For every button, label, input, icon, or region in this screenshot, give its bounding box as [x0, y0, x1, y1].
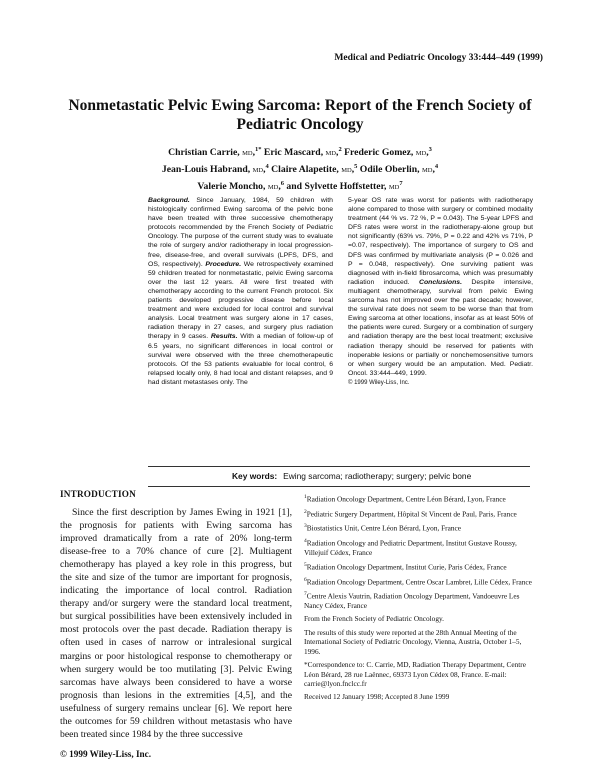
abstract-label-conclusions: Conclusions.	[419, 278, 462, 286]
abstract-column-right	[348, 196, 533, 388]
keywords-bar	[148, 466, 530, 487]
author-degree: MD	[421, 167, 433, 175]
author-list	[60, 143, 540, 195]
author-affil-sup: 4	[434, 163, 439, 171]
affiliation-number: 3	[304, 523, 307, 530]
author-name: Eric Mascard	[263, 147, 321, 159]
affiliation-text: Radiation Oncology and Pediatric Department, Institut Gustave Roussy, Villejuif Cédex, France	[304, 538, 517, 557]
author-degree: MD	[252, 167, 264, 175]
author-degree: MD	[267, 184, 279, 192]
affiliation-number: 2	[304, 508, 307, 515]
author-degree: MD	[388, 184, 400, 192]
abstract-text-results-cont: 5-year OS rate was worst for patients with radiotherapy alone compared to those with surgery or combined modality treatment (44 % vs. 72 %, P = 0.043). The 5-year LPFS and DFS rates were worst in the radiotherapy-alone group but not significantly (63% vs. 79%, P = 0.22 and 42% vs 71%, P =0.07, respectively). The importance of surgery to OS and DFS was confirmed by multivariate analysis (P = 0.026 and P = 0.048, respectively). One surviving patient was diagnosed with in-field fibrosarcoma, which was presumably radiation induced.	[348, 197, 533, 286]
affiliation-text: Centre Alexis Vautrin, Radiation Oncology Department, Vandoeuvre Les Nancy Cédex, France	[304, 591, 520, 611]
author-degree: MD	[242, 150, 253, 158]
affiliation-item	[304, 537, 539, 558]
author-affil-sup: 5	[354, 163, 358, 171]
affiliation-item	[304, 493, 539, 504]
author-affil-sup: 6	[280, 180, 284, 188]
affiliation-number: 1	[304, 494, 307, 500]
affiliation-item	[304, 590, 539, 611]
affiliation-item	[304, 508, 539, 519]
affiliation-text: Radiation Oncology Department, Centre Léon Bérard, Lyon, France	[306, 494, 506, 504]
abstract-column-left	[148, 196, 333, 387]
abstract-text-results: With a median of follow-up of 6.5 years, no significant differences in local control or survival were observed with the three chemotherapeutic protocols. Of the 53 patients evaluable for local control, 6 relapsed locally only, 8 had local and distant relapses, and 9 had distant metastases only. The	[148, 333, 333, 386]
author-affil-sup: 3	[428, 146, 432, 153]
keywords-text: Ewing sarcoma; radiotherapy; surgery; pelvic bone	[283, 471, 472, 481]
affiliation-text: Radiation Oncology Department, Centre Oscar Lambret, Lille Cédex, France	[306, 577, 532, 587]
author-name: Sylvette Hoffstetter	[304, 181, 384, 193]
meeting-note: The results of this study were reported at the 28th Annual Meeting of the International Society of Pediatric Oncology, Vienna, Austria, October 1–5, 1996.	[304, 627, 522, 656]
abstract-text-conclusions: Despite intensive, multiagent chemotherapy, survival from pelvic Ewing sarcoma has not improved over the past decade; however, the survival rate does not seem to be worse than that from Ewing sarcoma at other locations, insofar as at least 50% of the patients were cured. Surgery or a combination of surgery and radiation therapy are the best local treatment; exclusive radiation therapy should be reserved for patients with inoperable lesions or partially or nonchemosensitive tumors or when surgery would be an amputation. Med. Pediatr. Oncol. 33:444–449, 1999.	[348, 278, 533, 377]
affiliation-number: 4	[304, 537, 307, 544]
affiliation-number: 5	[304, 562, 307, 569]
keywords-label: Key words:	[232, 471, 278, 481]
abstract-text-procedure: We retrospectively examined 59 children treated for nonmetastatic, pelvic Ewing sarcoma over the last 12 years. All were first treated with chemotherapy according to the current French protocol. Six patients developed progressive disease before local treatment and were excluded for local control and survival analysis. Local treatment was surgery alone in 17 cases, radiation therapy in 27 cases, and surgery plus radiation therapy in 9 cases.	[148, 260, 334, 341]
author-affil-sup: 7	[399, 180, 403, 188]
article-title: Nonmetastatic Pelvic Ewing Sarcoma: Report of the French Society of Pediatric Oncology	[68, 97, 532, 133]
affiliation-text: Radiation Oncology Department, Institut Curie, Paris Cédex, France	[306, 562, 507, 572]
author-affil-sup: 2	[338, 146, 342, 153]
affiliation-item	[304, 522, 539, 533]
section-heading-introduction: INTRODUCTION	[60, 489, 136, 499]
introduction-paragraph: Since the first description by James Ewing in 1921 [1], the prognosis for patients with Ewing sarcoma has improved dramatically from a rate of 20% long-term disease-free to a 70% chance of cure [2]. Multiagent chemotherapy has played a key role in this progress, but the site and size of the tumor are important for prognosis, indicating the importance of local control. Radiation therapy and/or surgery were the standard local treatment, but surgical possibilities have been extensively included in most protocols over the past decade. Radiation therapy is often used in cases of narrow or intralesional surgical margins or poor histological response to chemotherapy or when surgery would be too mutilating [3]. Pelvic Ewing sarcomas have always been considered to have a worse prognosis than lesions in the extremities [4,5], and the usefulness of surgery remains unclear [6]. We report here the outcomes for 59 children without metastasis who have been treated since 1984 by the three successive	[60, 507, 292, 740]
abstract-copyright: © 1999 Wiley-Liss, Inc.	[348, 379, 410, 386]
author-degree: MD	[325, 150, 337, 158]
author-line-1: Christian Carrie, MD,$^{1*}$ Eric Mascard, MD,$^2$ Frederic Gomez, MD,$^3$	[168, 146, 432, 159]
affiliation-item	[304, 561, 539, 572]
author-name: Valerie Moncho	[197, 181, 263, 193]
author-affil-sup: 4	[265, 163, 269, 171]
affiliation-number: 6	[304, 576, 307, 583]
author-line-3: Valerie Moncho, MD,$^6$ and Sylvette Hoffstetter, $MD^7$	[197, 180, 403, 193]
abstract-text-background: Since January, 1984, 59 children with histologically confirmed Ewing sarcoma of the pelvic bone have been treated with three successive chemotherapy protocols recommended by the French Society of Pediatric Oncology. The purpose of the current study was to evaluate the role of surgery and/or radiotherapy in local progression-free, disease-free, and overall survivals (LPFS, DFS, and OS, respectively).	[148, 197, 333, 268]
affiliations-footnotes	[304, 493, 539, 706]
author-name: Claire Alapetite	[271, 164, 337, 176]
abstract-label-results: Results.	[210, 333, 238, 341]
affiliation-text: Biostatistics Unit, Centre Léon Bérard, Lyon, France	[306, 523, 461, 533]
affiliation-text: Pediatric Surgery Department, Hôpital St Vincent de Paul, Paris, France	[306, 509, 517, 519]
author-name: Frederic Gomez	[344, 147, 411, 159]
received-accepted-dates: Received 12 January 1998; Accepted 8 June 1999	[304, 692, 450, 702]
footer-copyright: © 1999 Wiley-Liss, Inc.	[60, 749, 152, 759]
affiliation-item	[304, 576, 539, 587]
affiliation-number: 7	[304, 591, 307, 598]
author-name: Odile Oberlin	[359, 164, 418, 176]
author-name: Christian Carrie	[168, 147, 238, 159]
author-affil-sup: 1*	[255, 146, 262, 153]
abstract-label-procedure: Procedure.	[205, 260, 242, 268]
author-name: Jean-Louis Habrand	[161, 164, 248, 176]
author-degree: MD	[341, 167, 352, 175]
author-line-2: Jean-Louis Habrand, MD,$^4$ Claire Alapetite, MD,$^5$ Odile Oberlin, MD,$^4$	[161, 163, 439, 176]
society-note: From the French Society of Pediatric Oncology.	[304, 614, 444, 624]
correspondence-note: *Correspondence to: C. Carrie, MD, Radiation Therapy Department, Centre Léon Bérard, 28 rue Laënnec, 69373 Lyon Cédex 08, France. E-mail: carrie@lyon.fnclcc.fr	[304, 660, 526, 689]
author-degree: MD	[415, 150, 427, 158]
journal-citation: Medical and Pediatric Oncology 33:444–449 (1999)	[334, 52, 543, 63]
abstract-label-background: Background.	[148, 197, 190, 204]
